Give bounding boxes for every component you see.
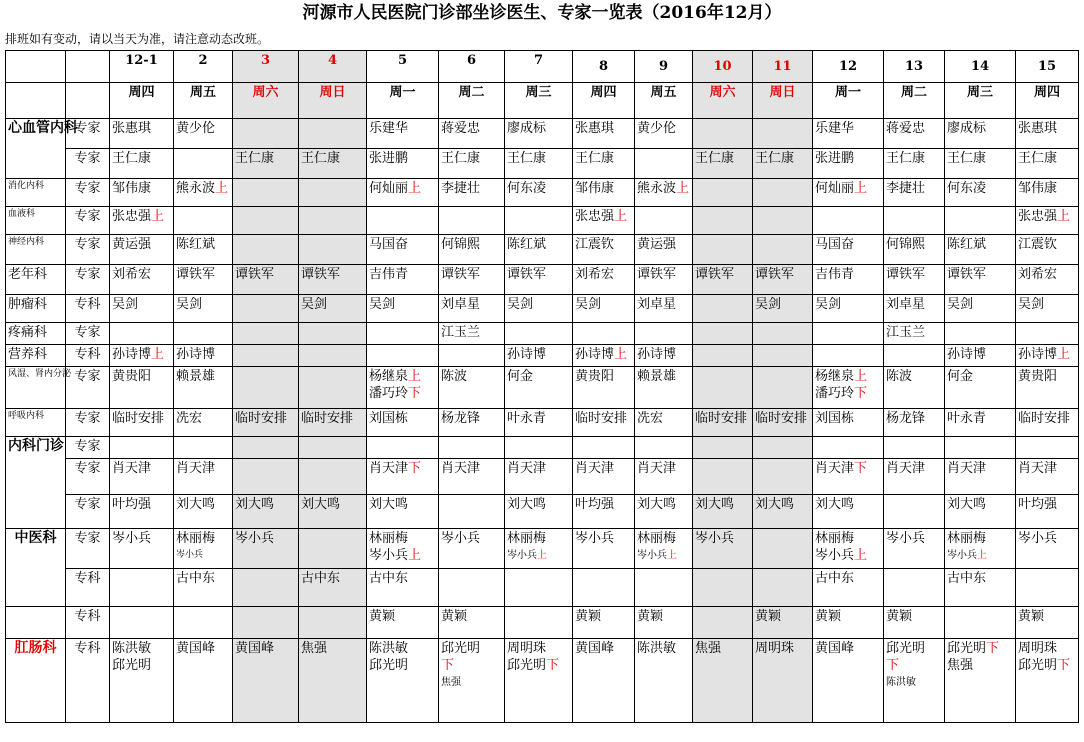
type-label: 专家	[66, 529, 110, 569]
type-label: 专家	[66, 235, 110, 265]
schedule-cell: 临时安排	[110, 409, 174, 437]
dept-label: 呼吸内科	[6, 409, 66, 437]
schedule-cell: 黄颖	[573, 607, 635, 639]
schedule-cell: 临时安排	[233, 409, 299, 437]
schedule-cell: 杨龙锋	[884, 409, 945, 437]
table-row	[6, 235, 1079, 265]
schedule-cell: 邱光明下 焦强	[945, 639, 1016, 723]
schedule-cell: 焦强	[299, 639, 367, 723]
schedule-cell: 刘卓星	[884, 295, 945, 323]
schedule-cell: 王仁康	[233, 149, 299, 179]
schedule-cell: 古中东	[813, 569, 884, 607]
schedule-cell: 肖天津	[635, 459, 693, 495]
table-row	[6, 295, 1079, 323]
weekday-row	[6, 83, 1079, 119]
date-cell: 8	[573, 51, 635, 83]
schedule-cell: 刘希宏	[573, 265, 635, 295]
dept-label: 老年科	[6, 265, 66, 295]
type-label: 专家	[66, 265, 110, 295]
schedule-cell: 林丽梅 岑小兵上	[367, 529, 439, 569]
weekday-cell: 周日	[753, 83, 813, 119]
schedule-cell: 林丽梅 岑小兵	[174, 529, 233, 569]
schedule-cell: 黄颖	[753, 607, 813, 639]
schedule-cell: 李捷壮	[439, 179, 505, 207]
table-row	[6, 323, 1079, 345]
schedule-cell: 肖天津	[945, 459, 1016, 495]
schedule-cell: 刘大鸣	[299, 495, 367, 529]
schedule-cell: 吴剑	[505, 295, 573, 323]
schedule-note: 排班如有变动，请以当天为准，请注意动态改班。	[5, 32, 270, 46]
dept-label: 肿瘤科	[6, 295, 66, 323]
schedule-cell: 黄国峰	[573, 639, 635, 723]
schedule-cell: 刘大鸣	[367, 495, 439, 529]
dept-label: 营养科	[6, 345, 66, 367]
table-row	[6, 179, 1079, 207]
schedule-cell: 王仁康	[110, 149, 174, 179]
schedule-cell: 叶永青	[945, 409, 1016, 437]
schedule-cell: 吴剑	[174, 295, 233, 323]
table-row	[6, 437, 1079, 459]
date-cell: 3	[233, 51, 299, 83]
schedule-cell: 陈波	[439, 367, 505, 409]
schedule-cell: 黄颖	[439, 607, 505, 639]
schedule-cell: 刘希宏	[110, 265, 174, 295]
table-row	[6, 639, 1079, 723]
schedule-cell: 何锦熙	[884, 235, 945, 265]
schedule-cell: 邹伟康	[573, 179, 635, 207]
date-cell: 9	[635, 51, 693, 83]
type-label: 专科	[66, 607, 110, 639]
type-label: 专家	[66, 149, 110, 179]
date-cell: 10	[693, 51, 753, 83]
schedule-cell: 肖天津	[884, 459, 945, 495]
schedule-cell: 临时安排	[573, 409, 635, 437]
schedule-cell: 马国奋	[367, 235, 439, 265]
schedule-cell: 杨继泉上 潘巧玲下	[813, 367, 884, 409]
schedule-cell: 刘大鸣	[813, 495, 884, 529]
schedule-cell: 黄颖	[1016, 607, 1079, 639]
schedule-cell: 吴剑	[110, 295, 174, 323]
schedule-cell: 张惠琪	[110, 119, 174, 149]
schedule-cell: 周明珠 邱光明下	[505, 639, 573, 723]
weekday-cell: 周一	[367, 83, 439, 119]
weekday-cell: 周四	[573, 83, 635, 119]
schedule-cell: 杨继泉上 潘巧玲下	[367, 367, 439, 409]
schedule-cell: 李捷壮	[884, 179, 945, 207]
dept-label: 中医科	[6, 529, 66, 607]
schedule-cell: 黄运强	[110, 235, 174, 265]
schedule-table	[5, 50, 1079, 723]
dept-label: 肛肠科	[6, 639, 66, 723]
schedule-cell: 乐建华	[813, 119, 884, 149]
schedule-cell: 林丽梅 岑小兵上	[505, 529, 573, 569]
schedule-cell: 黄运强	[635, 235, 693, 265]
schedule-cell: 古中东	[174, 569, 233, 607]
schedule-cell: 熊永波上	[635, 179, 693, 207]
schedule-cell: 临时安排	[753, 409, 813, 437]
schedule-cell: 古中东	[945, 569, 1016, 607]
schedule-cell: 谭铁军	[693, 265, 753, 295]
schedule-cell: 黄国峰	[174, 639, 233, 723]
schedule-cell: 岑小兵	[884, 529, 945, 569]
dept-label: 神经内科	[6, 235, 66, 265]
table-row	[6, 367, 1079, 409]
table-row	[6, 207, 1079, 235]
schedule-cell: 吴剑	[945, 295, 1016, 323]
schedule-cell: 吴剑	[753, 295, 813, 323]
type-label: 专家	[66, 179, 110, 207]
schedule-cell: 肖天津下	[813, 459, 884, 495]
type-label: 专家	[66, 409, 110, 437]
table-row	[6, 495, 1079, 529]
schedule-cell: 王仁康	[1016, 149, 1079, 179]
schedule-cell: 刘大鸣	[693, 495, 753, 529]
schedule-cell: 黄国峰	[813, 639, 884, 723]
schedule-cell: 黄贵阳	[110, 367, 174, 409]
date-cell: 12-1	[110, 51, 174, 83]
schedule-cell: 刘国栋	[367, 409, 439, 437]
schedule-cell: 岑小兵	[439, 529, 505, 569]
schedule-cell: 江震钦	[1016, 235, 1079, 265]
schedule-cell: 何锦熙	[439, 235, 505, 265]
schedule-cell: 临时安排	[299, 409, 367, 437]
schedule-cell: 吴剑	[299, 295, 367, 323]
schedule-cell: 廖成标	[945, 119, 1016, 149]
type-label: 专家	[66, 495, 110, 529]
table-row	[6, 149, 1079, 179]
schedule-cell: 赖景雄	[174, 367, 233, 409]
type-label: 专科	[66, 569, 110, 607]
schedule-cell: 张忠强上	[110, 207, 174, 235]
date-cell: 14	[945, 51, 1016, 83]
schedule-cell: 蒋爱忠	[884, 119, 945, 149]
date-cell: 11	[753, 51, 813, 83]
schedule-cell: 谭铁军	[174, 265, 233, 295]
schedule-cell: 蒋爱忠	[439, 119, 505, 149]
schedule-cell: 张进鹏	[813, 149, 884, 179]
dept-label: 心血管内科	[6, 119, 66, 179]
schedule-cell: 孙诗博上	[110, 345, 174, 367]
schedule-cell: 张惠琪	[573, 119, 635, 149]
schedule-cell: 冼宏	[635, 409, 693, 437]
schedule-cell: 乐建华	[367, 119, 439, 149]
schedule-cell: 临时安排	[693, 409, 753, 437]
schedule-cell: 孙诗博	[174, 345, 233, 367]
schedule-cell: 谭铁军	[753, 265, 813, 295]
schedule-cell: 张忠强上	[1016, 207, 1079, 235]
schedule-cell: 肖天津	[505, 459, 573, 495]
schedule-cell: 刘国栋	[813, 409, 884, 437]
date-cell: 5	[367, 51, 439, 83]
schedule-cell: 黄颖	[635, 607, 693, 639]
schedule-cell: 谭铁军	[505, 265, 573, 295]
schedule-cell: 岑小兵	[233, 529, 299, 569]
schedule-cell: 黄贵阳	[573, 367, 635, 409]
schedule-cell: 肖天津	[439, 459, 505, 495]
schedule-cell: 张忠强上	[573, 207, 635, 235]
weekday-cell: 周二	[884, 83, 945, 119]
date-row	[6, 51, 1079, 83]
schedule-cell: 肖天津	[1016, 459, 1079, 495]
schedule-cell: 黄贵阳	[1016, 367, 1079, 409]
schedule-cell: 赖景雄	[635, 367, 693, 409]
schedule-cell: 陈红斌	[174, 235, 233, 265]
table-row	[6, 265, 1079, 295]
type-label: 专科	[66, 295, 110, 323]
schedule-cell: 岑小兵	[1016, 529, 1079, 569]
schedule-cell: 陈洪敏	[635, 639, 693, 723]
schedule-cell: 谭铁军	[945, 265, 1016, 295]
schedule-cell: 何金	[505, 367, 573, 409]
schedule-cell: 岑小兵	[573, 529, 635, 569]
schedule-cell: 黄国峰	[233, 639, 299, 723]
schedule-cell: 江玉兰	[884, 323, 945, 345]
table-row	[6, 529, 1079, 569]
schedule-cell: 刘大鸣	[233, 495, 299, 529]
weekday-cell: 周五	[635, 83, 693, 119]
dept-label: 风湿、肾内分泌	[6, 367, 66, 409]
schedule-cell: 王仁康	[505, 149, 573, 179]
schedule-cell: 邹伟康	[110, 179, 174, 207]
schedule-cell: 岑小兵	[110, 529, 174, 569]
type-label: 专科	[66, 639, 110, 723]
schedule-cell: 王仁康	[753, 149, 813, 179]
schedule-cell: 叶永青	[505, 409, 573, 437]
schedule-cell: 王仁康	[573, 149, 635, 179]
schedule-cell: 肖天津	[573, 459, 635, 495]
schedule-cell: 岑小兵	[693, 529, 753, 569]
date-cell: 2	[174, 51, 233, 83]
dept-label: 血液科	[6, 207, 66, 235]
schedule-cell: 江玉兰	[439, 323, 505, 345]
schedule-cell: 马国奋	[813, 235, 884, 265]
schedule-cell: 张进鹏	[367, 149, 439, 179]
weekday-cell: 周二	[439, 83, 505, 119]
schedule-cell: 王仁康	[884, 149, 945, 179]
date-cell: 6	[439, 51, 505, 83]
schedule-cell: 杨龙锋	[439, 409, 505, 437]
schedule-cell: 何东凌	[505, 179, 573, 207]
weekday-cell: 周六	[233, 83, 299, 119]
schedule-cell: 邹伟康	[1016, 179, 1079, 207]
schedule-cell: 刘卓星	[635, 295, 693, 323]
schedule-cell: 刘大鸣	[635, 495, 693, 529]
schedule-cell: 谭铁军	[233, 265, 299, 295]
schedule-cell: 张惠琪	[1016, 119, 1079, 149]
schedule-cell: 叶均强	[110, 495, 174, 529]
schedule-cell: 刘大鸣	[505, 495, 573, 529]
schedule-cell: 何灿丽上	[367, 179, 439, 207]
schedule-cell: 吴剑	[367, 295, 439, 323]
schedule-cell: 黄颖	[884, 607, 945, 639]
weekday-cell: 周四	[110, 83, 174, 119]
dept-label: 内科门诊	[6, 437, 66, 529]
schedule-cell: 叶均强	[1016, 495, 1079, 529]
schedule-cell: 邱光明 下 焦强	[439, 639, 505, 723]
type-label: 专科	[66, 345, 110, 367]
schedule-cell: 谭铁军	[439, 265, 505, 295]
date-cell: 15	[1016, 51, 1079, 83]
schedule-cell: 吴剑	[813, 295, 884, 323]
schedule-cell: 刘大鸣	[174, 495, 233, 529]
schedule-cell: 王仁康	[693, 149, 753, 179]
type-label: 专家	[66, 437, 110, 459]
schedule-cell: 熊永波上	[174, 179, 233, 207]
schedule-cell: 黄少伦	[635, 119, 693, 149]
schedule-cell: 黄少伦	[174, 119, 233, 149]
schedule-cell: 冼宏	[174, 409, 233, 437]
schedule-cell: 陈红斌	[945, 235, 1016, 265]
dept-label: 疼痛科	[6, 323, 66, 345]
weekday-cell: 周三	[505, 83, 573, 119]
schedule-cell: 王仁康	[439, 149, 505, 179]
date-cell: 7	[505, 51, 573, 83]
schedule-cell: 刘大鸣	[945, 495, 1016, 529]
date-cell: 4	[299, 51, 367, 83]
schedule-cell: 刘大鸣	[753, 495, 813, 529]
table-row	[6, 409, 1079, 437]
schedule-cell: 焦强	[693, 639, 753, 723]
schedule-cell: 孙诗博	[945, 345, 1016, 367]
schedule-cell: 黄颖	[813, 607, 884, 639]
schedule-cell: 何金	[945, 367, 1016, 409]
schedule-cell: 谭铁军	[299, 265, 367, 295]
schedule-cell: 刘希宏	[1016, 265, 1079, 295]
schedule-cell: 黄颖	[367, 607, 439, 639]
date-cell: 13	[884, 51, 945, 83]
schedule-cell: 吉伟青	[813, 265, 884, 295]
schedule-cell: 陈洪敏 邱光明	[367, 639, 439, 723]
weekday-cell: 周日	[299, 83, 367, 119]
type-label: 专家	[66, 207, 110, 235]
dept-label: 消化内科	[6, 179, 66, 207]
schedule-cell: 王仁康	[299, 149, 367, 179]
weekday-cell: 周五	[174, 83, 233, 119]
schedule-cell: 周明珠	[753, 639, 813, 723]
table-row	[6, 569, 1079, 607]
schedule-cell: 何东凌	[945, 179, 1016, 207]
schedule-cell: 王仁康	[945, 149, 1016, 179]
weekday-cell: 周三	[945, 83, 1016, 119]
table-row	[6, 345, 1079, 367]
schedule-cell: 陈波	[884, 367, 945, 409]
schedule-cell: 陈洪敏 邱光明	[110, 639, 174, 723]
weekday-cell: 周一	[813, 83, 884, 119]
schedule-cell: 陈红斌	[505, 235, 573, 265]
type-label: 专家	[66, 119, 110, 149]
schedule-cell: 吴剑	[1016, 295, 1079, 323]
schedule-cell: 林丽梅 岑小兵上	[635, 529, 693, 569]
schedule-cell: 孙诗博上	[1016, 345, 1079, 367]
table-row	[6, 607, 1079, 639]
schedule-cell: 谭铁军	[884, 265, 945, 295]
weekday-cell: 周六	[693, 83, 753, 119]
schedule-cell: 吉伟青	[367, 265, 439, 295]
schedule-cell: 林丽梅 岑小兵上	[945, 529, 1016, 569]
schedule-cell: 肖天津下	[367, 459, 439, 495]
schedule-cell: 临时安排	[1016, 409, 1079, 437]
schedule-cell: 吴剑	[573, 295, 635, 323]
schedule-cell: 刘卓星	[439, 295, 505, 323]
schedule-cell: 叶均强	[573, 495, 635, 529]
page-title: 河源市人民医院门诊部坐诊医生、专家一览表（2016年12月）	[302, 3, 782, 23]
weekday-cell: 周四	[1016, 83, 1079, 119]
schedule-cell: 林丽梅 岑小兵上	[813, 529, 884, 569]
schedule-cell: 周明珠 邱光明下	[1016, 639, 1079, 723]
schedule-cell: 邱光明 下 陈洪敏	[884, 639, 945, 723]
type-label: 专家	[66, 367, 110, 409]
schedule-cell: 江震钦	[573, 235, 635, 265]
schedule-cell: 何灿丽上	[813, 179, 884, 207]
schedule-cell: 孙诗博上	[573, 345, 635, 367]
schedule-cell: 古中东	[299, 569, 367, 607]
schedule-cell: 古中东	[367, 569, 439, 607]
type-label: 专家	[66, 459, 110, 495]
type-label: 专家	[66, 323, 110, 345]
table-row	[6, 459, 1079, 495]
schedule-cell: 肖天津	[110, 459, 174, 495]
date-cell: 12	[813, 51, 884, 83]
table-row	[6, 119, 1079, 149]
schedule-cell: 谭铁军	[635, 265, 693, 295]
schedule-cell: 孙诗博	[635, 345, 693, 367]
schedule-cell: 廖成标	[505, 119, 573, 149]
schedule-cell: 孙诗博	[505, 345, 573, 367]
schedule-cell: 肖天津	[174, 459, 233, 495]
